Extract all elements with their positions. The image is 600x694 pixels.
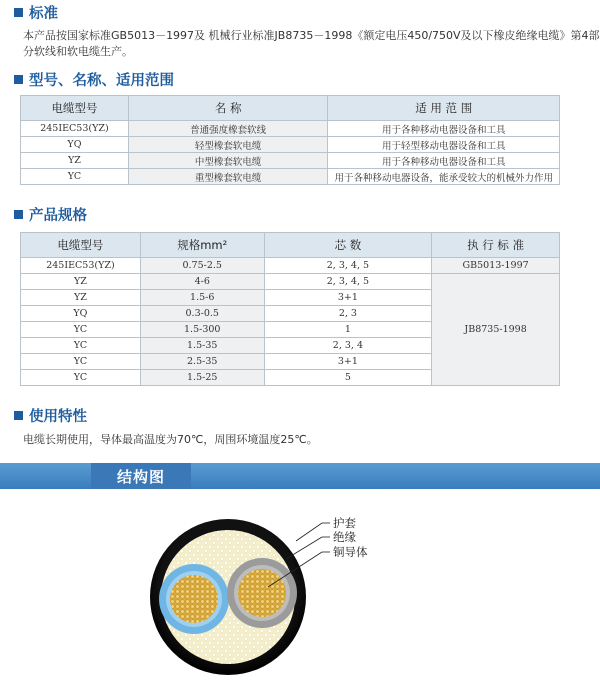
table-cell: 245IEC53(YZ) xyxy=(21,121,129,137)
section-title-specs xyxy=(14,204,87,224)
table-cell: 2, 3, 4, 5 xyxy=(264,258,432,274)
specs-header-cell: 执 行 标 准 xyxy=(432,233,560,258)
table-cell: 1.5-35 xyxy=(140,338,264,354)
structure-title: 结构图 xyxy=(91,463,191,489)
bullet-square-icon xyxy=(14,210,23,219)
table-cell: YQ xyxy=(21,137,129,153)
table-cell: 普通强度橡套软线 xyxy=(128,121,328,137)
section-title-usage xyxy=(14,405,87,425)
section-title-models xyxy=(14,69,174,89)
standard-title-text: 标准 xyxy=(29,5,58,22)
table-cell: 3+1 xyxy=(264,354,432,370)
usage-title-text: 使用特性 xyxy=(29,408,87,425)
table-cell: 用于各种移动电器设备，能承受较大的机械外力作用 xyxy=(328,169,560,185)
bullet-square-icon xyxy=(14,75,23,84)
models-table xyxy=(20,95,560,185)
table-cell: 4-6 xyxy=(140,274,264,290)
table-cell: 中型橡套软电缆 xyxy=(128,153,328,169)
table-cell: 5 xyxy=(264,370,432,386)
table-cell: 2, 3, 4 xyxy=(264,338,432,354)
table-cell: 1 xyxy=(264,322,432,338)
table-cell-merged-standard: JB8735-1998 xyxy=(432,274,560,386)
table-cell: YQ xyxy=(21,306,141,322)
conductor-left xyxy=(170,575,218,623)
table-cell: YZ xyxy=(21,290,141,306)
specs-header-cell: 电缆型号 xyxy=(21,233,141,258)
label-sheath: 护套 xyxy=(333,516,356,530)
table-row xyxy=(21,169,560,185)
table-cell: 用于轻型移动电器设备和工具 xyxy=(328,137,560,153)
section-title-standard xyxy=(14,2,58,22)
table-cell: 用于各种移动电器设备和工具 xyxy=(328,121,560,137)
table-cell: YC xyxy=(21,354,141,370)
table-row xyxy=(21,274,560,290)
standard-paragraph xyxy=(23,28,600,60)
table-cell: 1.5-300 xyxy=(140,322,264,338)
label-insulation: 绝缘 xyxy=(333,530,356,544)
label-conductor: 铜导体 xyxy=(333,545,368,559)
table-cell: 3+1 xyxy=(264,290,432,306)
table-cell: YC xyxy=(21,338,141,354)
standard-line-1: 本产品按国家标准GB5013－1997及 机械行业标准JB8735－1998《额定电压450/750V及以下橡皮绝缘电缆》第4部 xyxy=(23,29,600,42)
specs-header-row xyxy=(21,233,560,258)
models-header-row xyxy=(21,96,560,121)
table-cell: YC xyxy=(21,370,141,386)
table-cell: GB5013-1997 xyxy=(432,258,560,274)
standard-line-2: 分软线和软电缆生产。 xyxy=(23,45,133,58)
specs-header-cell: 芯 数 xyxy=(264,233,432,258)
bullet-square-icon xyxy=(14,8,23,17)
table-cell: 1.5-6 xyxy=(140,290,264,306)
models-header-cell: 名 称 xyxy=(128,96,328,121)
conductor-right xyxy=(238,569,286,617)
table-cell: 用于各种移动电器设备和工具 xyxy=(328,153,560,169)
table-row xyxy=(21,137,560,153)
structure-band xyxy=(0,463,600,489)
table-cell: YZ xyxy=(21,274,141,290)
table-cell: 重型橡套软电缆 xyxy=(128,169,328,185)
models-title-text: 型号、名称、适用范围 xyxy=(29,72,174,89)
table-cell: 0.75-2.5 xyxy=(140,258,264,274)
table-cell: YZ xyxy=(21,153,129,169)
models-header-cell: 适 用 范 围 xyxy=(328,96,560,121)
models-header-cell: 电缆型号 xyxy=(21,96,129,121)
specs-title-text: 产品规格 xyxy=(29,207,87,224)
table-cell: 2.5-35 xyxy=(140,354,264,370)
table-cell: 1.5-25 xyxy=(140,370,264,386)
bullet-square-icon xyxy=(14,411,23,420)
table-cell: YC xyxy=(21,169,129,185)
specs-header-cell: 规格mm² xyxy=(140,233,264,258)
table-row xyxy=(21,258,560,274)
table-cell: 2, 3, 4, 5 xyxy=(264,274,432,290)
table-cell: 0.3-0.5 xyxy=(140,306,264,322)
table-cell: 轻型橡套软电缆 xyxy=(128,137,328,153)
table-cell: YC xyxy=(21,322,141,338)
usage-paragraph: 电缆长期使用，导体最高温度为70℃，周围环境温度25℃。 xyxy=(23,433,318,446)
table-cell: 2, 3 xyxy=(264,306,432,322)
table-cell: 245IEC53(YZ) xyxy=(21,258,141,274)
cable-cross-section xyxy=(0,489,600,694)
table-row xyxy=(21,153,560,169)
specs-table xyxy=(20,232,560,386)
table-row xyxy=(21,121,560,137)
